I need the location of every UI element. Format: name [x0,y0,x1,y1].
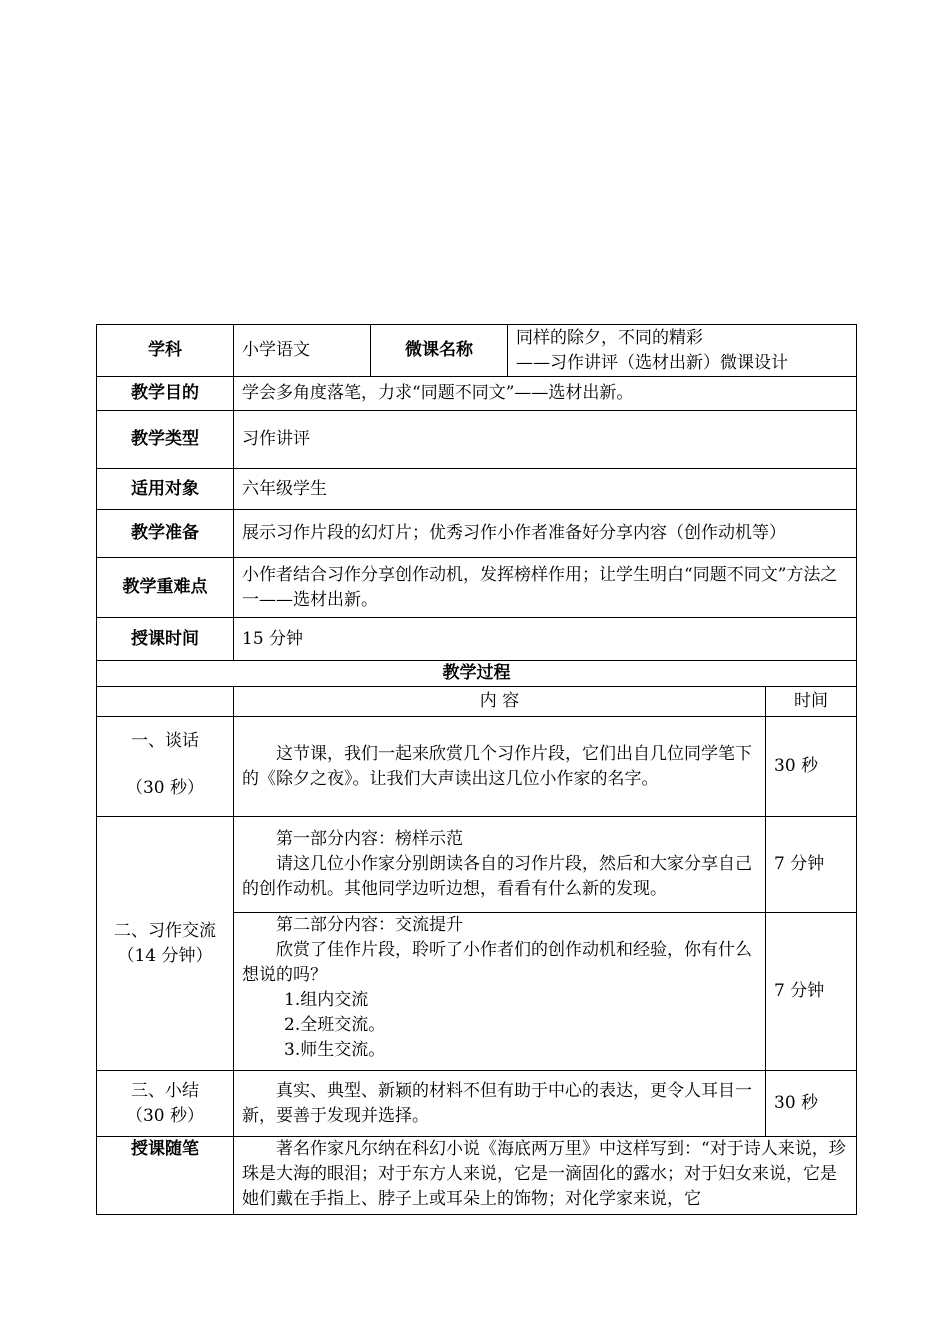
stage1-time: 30 秒 [766,717,857,817]
time-column-header: 时间 [766,687,857,717]
part1-title: 第一部分内容：榜样示范 [276,829,463,849]
part2-text: 欣赏了佳作片段，聆听了小作者们的创作动机和经验，你有什么想说的吗？ [242,940,752,985]
type-label: 教学类型 [97,411,234,469]
stage2-name: 二、习作交流 [114,920,216,941]
prep-label: 教学准备 [97,510,234,558]
stage1-name: 一、谈话 [131,731,199,751]
stage2-duration: （14 分钟） [117,945,213,966]
part1-text: 请这几位小作家分别朗读各自的习作片段，然后和大家分享自己的创作动机。其他同学边听边想，看看有什么新的发现。 [242,854,752,899]
course-name-line2: ——习作讲评（选材出新）微课设计 [516,352,788,373]
stage2-cell [97,817,234,1071]
stage3-text: 真实、典型、新颖的材料不但有助于中心的表达，更令人耳目一新，要善于发现并选择。 [234,1071,766,1137]
notes-text: 著名作家凡尔纳在科幻小说《海底两万里》中这样写到：“对于诗人来说，珍珠是大海的眼泪；对于东方人来说，它是一滴固化的露水；对于妇女来说，它是她们戴在手指上、脖子上或耳朵上的饰物；对化学家来说，它 [234,1137,857,1215]
notes-label: 授课随笔 [97,1137,234,1215]
part2-title: 第二部分内容：交流提升 [276,915,463,935]
goal-value: 学会多角度落笔，力求“同题不同文”——选材出新。 [234,377,857,411]
stage3-duration: （30 秒） [125,1105,205,1126]
process-title: 教学过程 [97,661,857,687]
part2-time: 7 分钟 [766,913,857,1071]
process-header-blank [97,687,234,717]
stage1-cell [97,717,234,817]
audience-value: 六年级学生 [234,469,857,510]
course-name-value [508,325,857,377]
part2-cell [234,913,766,1071]
type-value: 习作讲评 [234,411,857,469]
key-points-label: 教学重难点 [97,558,234,618]
subject-value: 小学语文 [234,325,371,377]
part1-cell [234,817,766,913]
content-column-header: 内 容 [234,687,766,717]
part2-item: 3.师生交流。 [284,1040,386,1060]
subject-label: 学科 [97,325,234,377]
stage3-name: 三、小结 [131,1080,199,1101]
audience-label: 适用对象 [97,469,234,510]
prep-value: 展示习作片段的幻灯片；优秀习作小作者准备好分享内容（创作动机等） [234,510,857,558]
lesson-time-label: 授课时间 [97,618,234,661]
course-name-label: 微课名称 [371,325,508,377]
part2-item: 2.全班交流。 [284,1015,386,1035]
lesson-plan-table [96,324,857,1215]
stage3-time: 30 秒 [766,1071,857,1137]
stage3-cell [97,1071,234,1137]
part2-item: 1.组内交流 [284,990,369,1010]
goal-label: 教学目的 [97,377,234,411]
stage1-text: 这节课，我们一起来欣赏几个习作片段，它们出自几位同学笔下的《除夕之夜》。让我们大声读出这几位小作家的名字。 [234,717,766,817]
stage1-duration: （30 秒） [125,778,205,798]
lesson-time-value: 15 分钟 [234,618,857,661]
course-name-line1: 同样的除夕，不同的精彩 [516,327,703,348]
key-points-value: 小作者结合习作分享创作动机，发挥榜样作用；让学生明白“同题不同文”方法之一——选材出新。 [234,558,857,618]
part1-time: 7 分钟 [766,817,857,913]
